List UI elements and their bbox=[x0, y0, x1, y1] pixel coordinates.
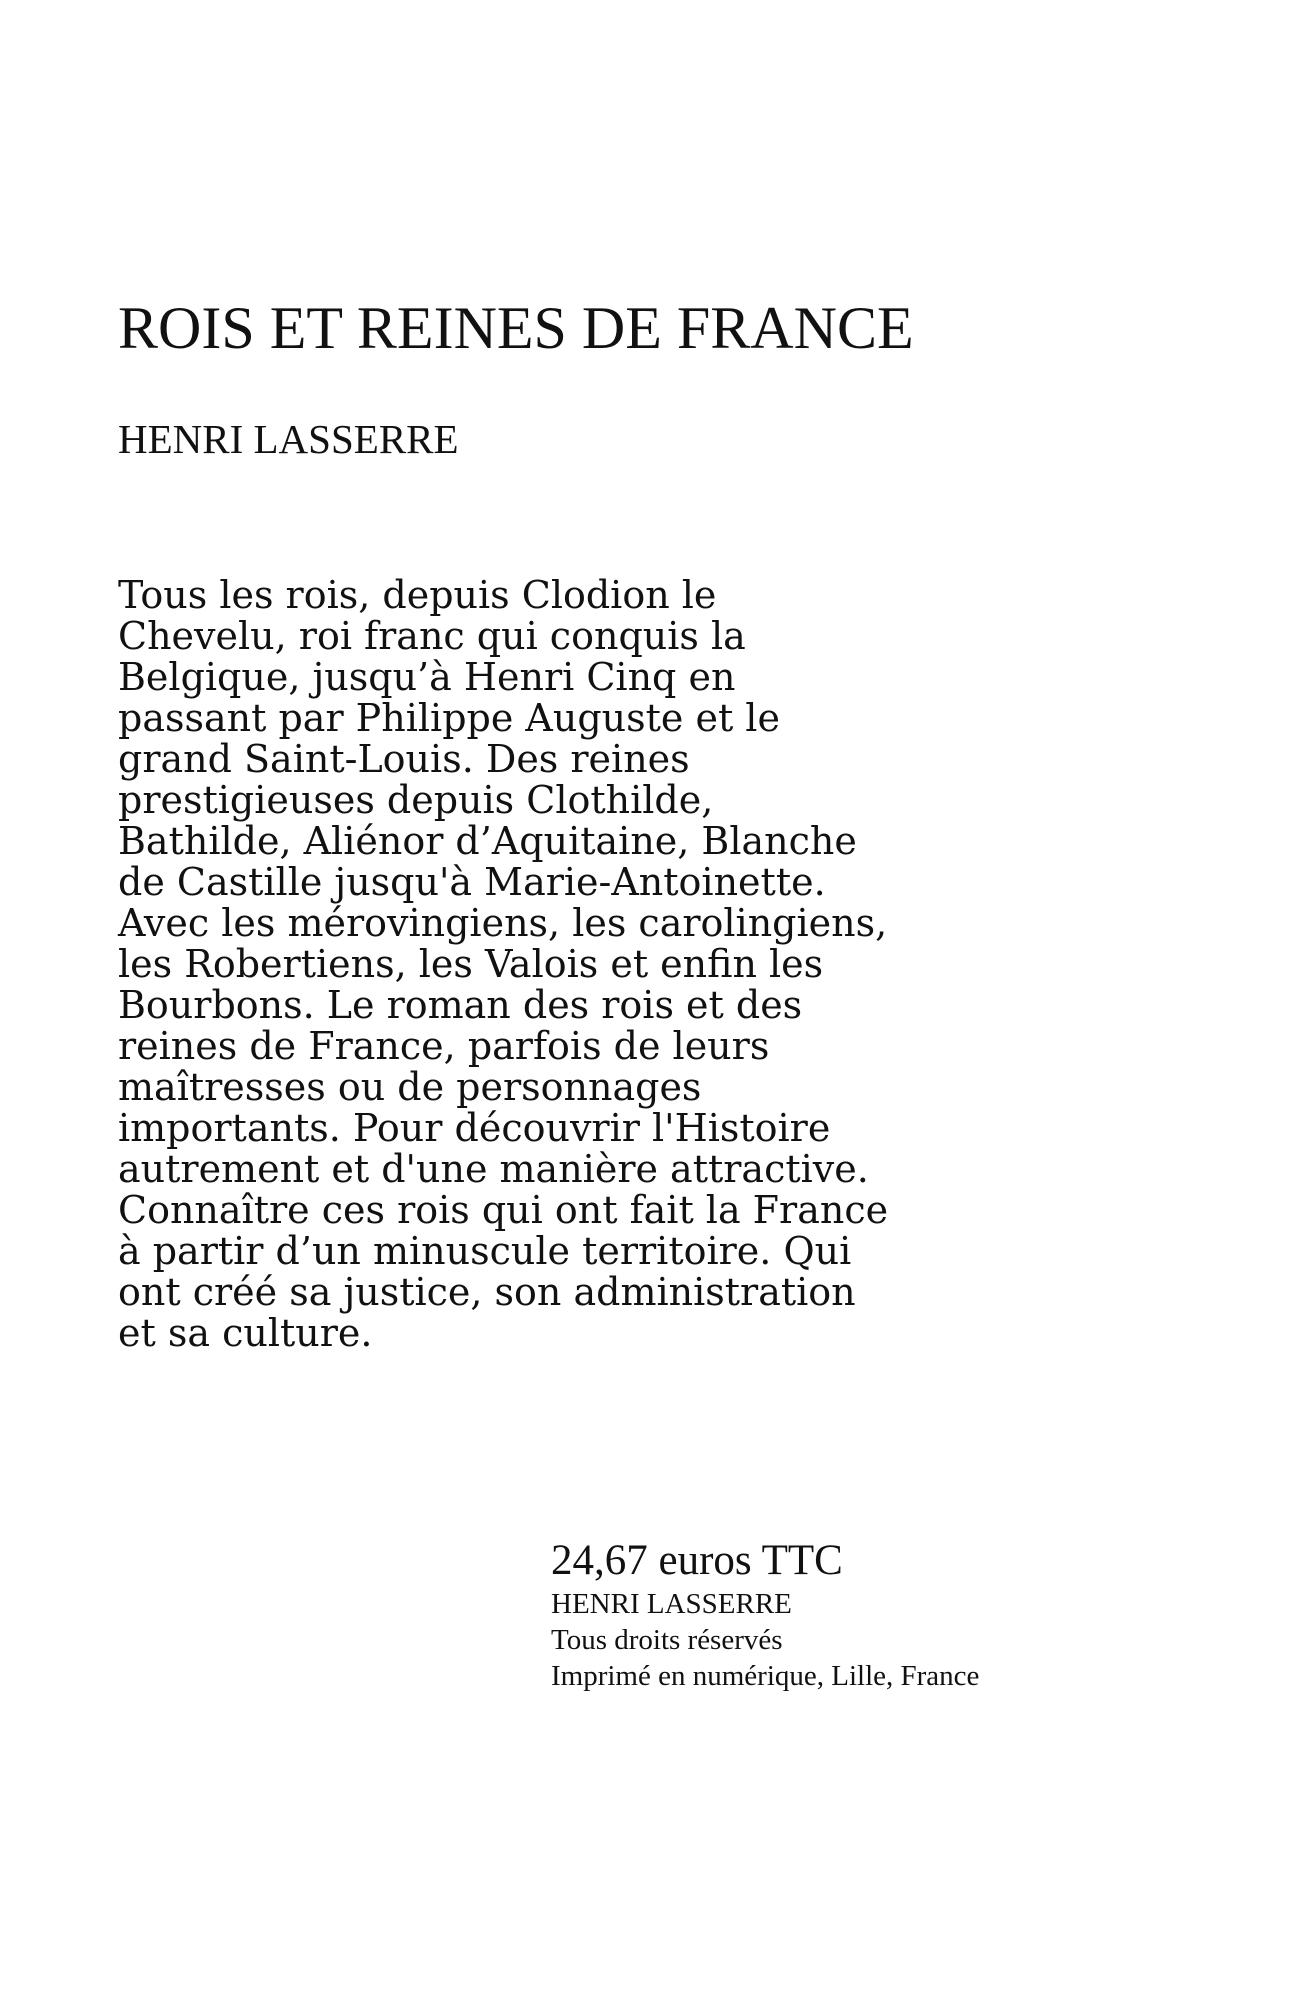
summary-line: Tous les rois, depuis Clodion le bbox=[118, 573, 717, 617]
price: 24,67 euros TTC bbox=[551, 1537, 843, 1584]
summary-line: prestigieuses depuis Clothilde, bbox=[118, 778, 714, 822]
summary-line: les Robertiens, les Valois et enfin les bbox=[118, 942, 824, 986]
summary-line: importants. Pour découvrir l'Histoire bbox=[118, 1106, 831, 1150]
summary-line: Bathilde, Aliénor d’Aquitaine, Blanche bbox=[118, 819, 857, 863]
summary-line: de Castille jusqu'à Marie-Antoinette. bbox=[118, 860, 826, 904]
summary-line: Belgique, jusqu’à Henri Cinq en bbox=[118, 655, 736, 699]
summary-line: maîtresses ou de personnages bbox=[118, 1065, 702, 1109]
summary-line: Connaître ces rois qui ont fait la France bbox=[118, 1188, 889, 1232]
summary-line: reines de France, parfois de leurs bbox=[118, 1024, 770, 1068]
summary-line: Chevelu, roi franc qui conquis la bbox=[118, 614, 746, 658]
summary-line: Bourbons. Le roman des rois et des bbox=[118, 983, 803, 1027]
rights-notice: Tous droits réservés bbox=[551, 1624, 783, 1656]
book-author: HENRI LASSERRE bbox=[118, 416, 459, 462]
printing-notice: Imprimé en numérique, Lille, France bbox=[551, 1660, 980, 1692]
summary-line: passant par Philippe Auguste et le bbox=[118, 696, 780, 740]
colophon bbox=[551, 1536, 979, 1694]
summary-line: et sa culture. bbox=[118, 1311, 373, 1355]
summary-line: Avec les mérovingiens, les carolingiens, bbox=[118, 901, 888, 945]
summary-line: ont créé sa justice, son administration bbox=[118, 1270, 856, 1314]
summary-line: à partir d’un minuscule territoire. Qui bbox=[118, 1229, 852, 1273]
summary-line: grand Saint-Louis. Des reines bbox=[118, 737, 690, 781]
book-summary bbox=[118, 575, 1018, 1354]
summary-line: autrement et d'une manière attractive. bbox=[118, 1147, 869, 1191]
publisher-name: HENRI LASSERRE bbox=[551, 1588, 792, 1620]
book-title: ROIS ET REINES DE FRANCE bbox=[118, 295, 914, 361]
